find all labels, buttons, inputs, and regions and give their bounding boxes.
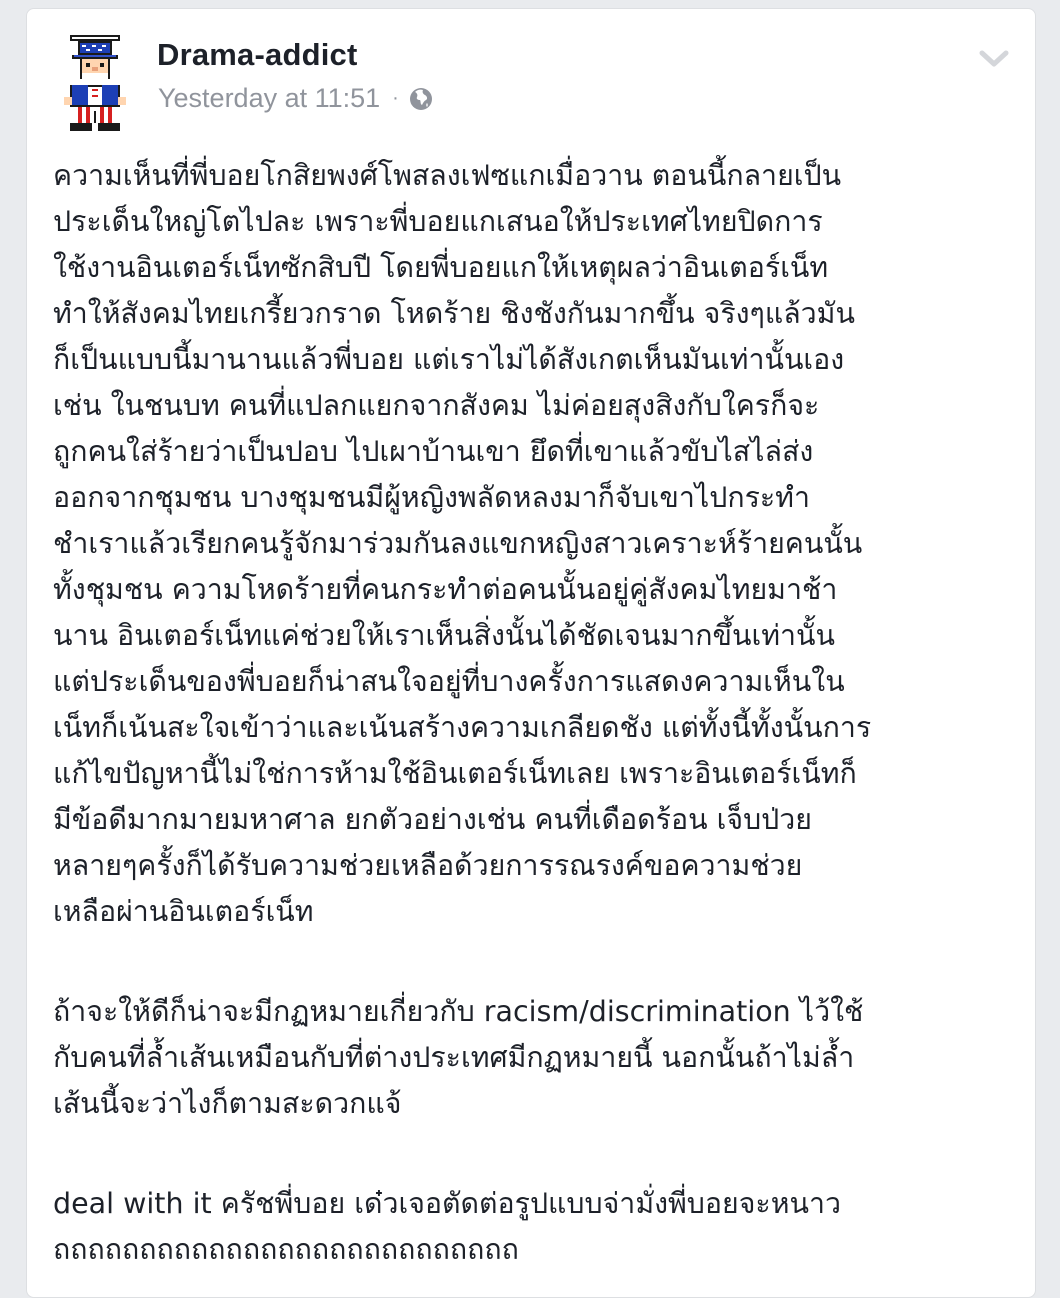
post-text-line: deal with it ครัชพี่บอย เด๋วเจอตัดต่อรูปแบบจ่ามั่งพี่บอยจะหนาว (53, 1187, 841, 1220)
post-text-line: กับคนที่ล้ำเส้นเหมือนกับที่ต่างประเทศมีกฏหมายนี้ นอกนั้นถ้าไม่ล้ำ (53, 1041, 855, 1074)
post-text-line: ถถถถถถถถถถถถถถถถถถถถถถถถถถถ (53, 1233, 519, 1266)
post-author-name[interactable]: Drama-addict (157, 37, 358, 72)
meta-separator: · (392, 87, 399, 109)
post-body (53, 153, 1028, 1273)
post-text-line: นาน อินเตอร์เน็ทแค่ช่วยให้เราเห็นสิ่งนั้นได้ชัดเจนมากขึ้นเท่านั้น (53, 619, 835, 652)
post-text-line: เช่น ในชนบท คนที่แปลกแยกจากสังคม ไม่ค่อยสุงสิงกับใครก็จะ (53, 389, 820, 422)
post-text-line: ถูกคนใส่ร้ายว่าเป็นปอบ ไปเผาบ้านเขา ยึดที่เขาแล้วขับไสไล่ส่ง (53, 435, 814, 468)
globe-icon[interactable] (409, 87, 433, 111)
post-text-line: ถ้าจะให้ดีก็น่าจะมีกฏหมายเกี่ยวกับ racism/discrimination ไว้ใช้ (53, 995, 864, 1028)
post-text-line: มีข้อดีมากมายมหาศาล ยกตัวอย่างเช่น คนที่เดือดร้อน เจ็บป่วย (53, 803, 812, 836)
post-text-line: ประเด็นใหญ่โตไปละ เพราะพี่บอยแกเสนอให้ประเทศไทยปิดการ (53, 205, 823, 238)
post-text-line: ทำให้สังคมไทยเกรี้ยวกราด โหดร้าย ชิงชังกันมากขึ้น จริงๆแล้วมัน (53, 297, 855, 330)
post-text-line: ทั้งชุมชน ความโหดร้ายที่คนกระทำต่อคนนั้นอยู่คู่สังคมไทยมาช้า (53, 573, 838, 606)
post-text-line: ก็เป็นแบบนี้มานานแล้วพี่บอย แต่เราไม่ได้สังเกตเห็นมันเท่านั้นเอง (53, 343, 845, 376)
post-text-line: หลายๆครั้งก็ได้รับความช่วยเหลือด้วยการรณรงค์ขอความช่วย (53, 849, 803, 882)
post-text-line: แก้ไขปัญหานี้ไม่ใช่การห้ามใช้อินเตอร์เน็ทเลย เพราะอินเตอร์เน็ทก็ (53, 757, 857, 790)
post-timestamp[interactable]: Yesterday at 11:51 (158, 83, 381, 113)
post-text-line: ออกจากชุมชน บางชุมชนมีผู้หญิงพลัดหลงมาก็จับเขาไปกระทำ (53, 481, 810, 514)
post-text-line: ชำเราแล้วเรียกคนรู้จักมาร่วมกันลงแขกหญิงสาวเคราะห์ร้ายคนนั้น (53, 527, 863, 560)
paragraph-gap (53, 1127, 1028, 1181)
post-card (26, 8, 1036, 1298)
chevron-down-icon[interactable] (979, 49, 1009, 69)
post-text-line: แต่ประเด็นของพี่บอยก็น่าสนใจอยู่ที่บางครั้งการแสดงความเห็นใน (53, 665, 845, 698)
post-text-line: ใช้งานอินเตอร์เน็ทซักสิบปี โดยพี่บอยแกให้เหตุผลว่าอินเตอร์เน็ท (53, 251, 829, 284)
post-meta (158, 83, 433, 114)
post-text-line: เน็ทก็เน้นสะใจเข้าว่าและเน้นสร้างความเกลียดชัง แต่ทั้งนี้ทั้งนั้นการ (53, 711, 872, 744)
paragraph-gap (53, 935, 1028, 989)
avatar[interactable] (60, 35, 130, 131)
post-text-line: ความเห็นที่พี่บอยโกสิยพงศ์โพสลงเฟซแกเมื่อวาน ตอนนี้กลายเป็น (53, 159, 842, 192)
post-text-line: เหลือผ่านอินเตอร์เน็ท (53, 895, 314, 928)
post-text-line: เส้นนี้จะว่าไงก็ตามสะดวกแจ้ (53, 1087, 402, 1120)
